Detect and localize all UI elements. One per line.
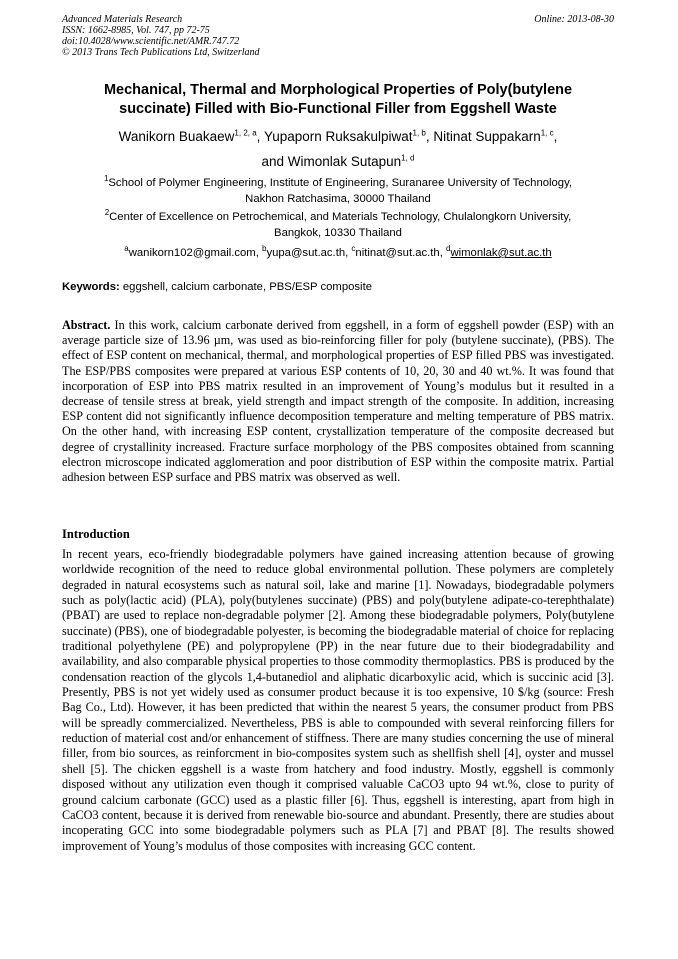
introduction-text: In recent years, eco-friendly biodegradable polymers have gained increasing attention because of growing worldwide recognition of the need to reduce global environmental pollution. These polymers are completely degraded in natural ecosystems such as natural soil, lake and marine [1]. Nowadays, biodegradable polymers such as poly(lactic acid) (PLA), poly(butylenes succinate) (PBS) and poly(butylene adipate-co-terephthalate) (PBAT) are used to replace non-degradable polymer [2]. Among these biodegradable polymers, Poly(butylene succinate) (PBS), one of biodegradable polyester, is becoming the biodegradable material of choice for replacing traditional polyethylene (PE) and polypropylene (PP) in the near future due to their biodegradability and availability, and also comparable physical properties to those commodity thermoplastics. PBS is produced by the condensation reaction of the glycols 1,4-butanediol and aliphatic dicarboxylic acid, which is succinic acid [3]. Presently, PBS is not yet widely used as consumer product because it is too expensive, 10 $/kg (source: Fresh Bag Co., Ltd). However, it has been predicted that within the nearest 5 years, the consumer product from PBS will be spreadly commercialized. Nevertheless, PBS is able to compounded with several reinforcing fillers for reduction of material cost and/or enhancement of stiffness. There are many studies concerning the use of mineral filler, from bio sources, as reinforcment in bio-composites system such as shellfish shell [4], oyster and mussel shell [5]. The chicken eggshell is a waste from hatchery and food industry. Mostly, eggshell is commonly disposed without any utilization even though it comprised valuable CaCO3 upto 94 wt.%, close to purity of ground calcium carbonate (GCC) used as a plastic filler [6]. Thus, eggshell is interesting, apart from high in CaCO3 content, because it is derived from renewable bio-source and abundant. Presently, there are studies about incoperating GCC into some biodegradable polymers such as PLA [7] and PBAT [8]. The results showed improvement of Young’s modulus of those composites with increasing GCC content. [62, 547, 614, 853]
email-marker: d [446, 244, 451, 254]
abstract-label: Abstract. [62, 318, 111, 332]
email-b: yupa@sut.ac.th, [266, 247, 352, 259]
email-c: nitinat@sut.ac.th, [355, 247, 446, 259]
keywords [62, 280, 614, 295]
doi-line: doi:10.4028/www.scientific.net/AMR.747.72 [62, 36, 240, 47]
author-name: Wanikorn Buakaew [118, 129, 235, 144]
section-heading-introduction: Introduction [62, 527, 130, 541]
abstract-text: In this work, calcium carbonate derived from eggshell, in a form of eggshell powder (ESP) with an average particle size of 13.96 µm, was used as bio-reinforcing filler for poly (butylene succinate), (PBS). The effect of ESP content on mechanical, thermal, and morphological properties of ESP filled PBS was investigated. The ESP/PBS composites were prepared at various ESP contents of 10, 20, 30 and 40 wt.%. It was found that incorporation of ESP into PBS matrix resulted in an improvement of Young’s modulus but it resulted in a decrease of tensile stress at break, yield strength and impact strength of the composite. In addition, increasing ESP content did not significantly influence decomposition temperature and melting temperature of PBS matrix. On the other hand, with increasing ESP content, crystallization temperature of the composite decreased but degree of crystallinity increased. Fracture surface morphology of the PBS composites obtained from scanning electron microscope indicated agglomeration and poor distribution of ESP within the composite matrix. Partial adhesion between ESP surface and PBS matrix was observed as well. [62, 318, 614, 485]
copyright-line: © 2013 Trans Tech Publications Ltd, Switzerland [62, 47, 260, 58]
author-separator: , [553, 129, 558, 144]
affiliation-1 [62, 175, 614, 207]
author-emails [62, 246, 614, 261]
online-date: Online: 2013-08-30 [534, 14, 614, 25]
email-d-link[interactable]: wimonlak@sut.ac.th [450, 247, 552, 259]
keywords-label: Keywords: [62, 281, 120, 293]
email-marker: a [124, 244, 129, 254]
paper-title [62, 81, 614, 119]
email-a: wanikorn102@gmail.com, [128, 247, 262, 259]
journal-name: Advanced Materials Research [62, 14, 183, 25]
affiliation-2 [62, 209, 614, 241]
affiliation-line: Nakhon Ratchasima, 30000 Thailand [245, 193, 431, 205]
author-affil-marker: 1, 2, a [234, 128, 257, 138]
author-separator: , [256, 129, 264, 144]
author-name: Yupaporn Ruksakulpiwat [263, 129, 413, 144]
author-affil-marker: 1, c [540, 128, 554, 138]
author-name: Nitinat Suppakarn [433, 129, 541, 144]
author-affil-marker: 1, b [412, 128, 426, 138]
affiliation-line: School of Polymer Engineering, Institute of Engineering, Suranaree University of Technology, [108, 177, 573, 189]
affiliation-line: Center of Excellence on Petrochemical, and Materials Technology, Chulalongkorn University, [109, 211, 572, 223]
issn-line: ISSN: 1662-8985, Vol. 747, pp 72-75 [62, 25, 210, 36]
author-affil-marker: 1, d [401, 153, 415, 163]
author-name: and Wimonlak Sutapun [261, 154, 402, 169]
journal-header [62, 14, 260, 58]
affiliation-marker: 1 [103, 174, 109, 184]
email-marker: b [262, 244, 267, 254]
abstract [62, 318, 614, 485]
affiliation-line: Bangkok, 10330 Thailand [274, 227, 402, 239]
affiliation-marker: 2 [104, 208, 110, 218]
keywords-text: eggshell, calcium carbonate, PBS/ESP composite [119, 281, 372, 293]
email-marker: c [351, 244, 356, 254]
title-line-2: succinate) Filled with Bio-Functional Filler from Eggshell Waste [119, 101, 557, 117]
author-list [62, 124, 614, 174]
author-separator: , [425, 129, 434, 144]
title-line-1: Mechanical, Thermal and Morphological Properties of Poly(butylene [103, 82, 573, 98]
